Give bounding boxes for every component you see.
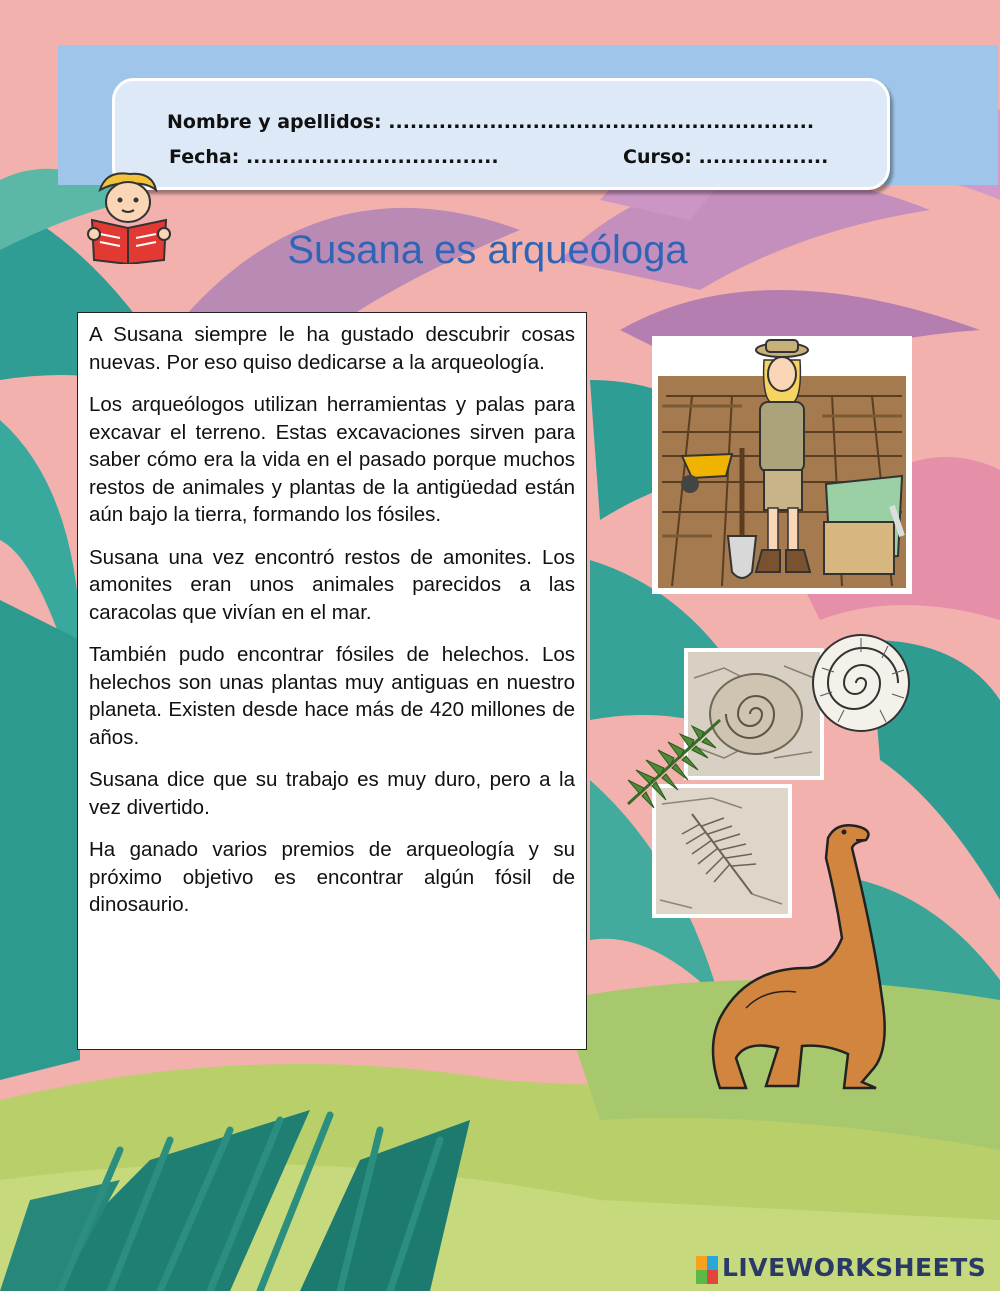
course-line (623, 146, 828, 168)
paragraph-5: Susana dice que su trabajo es muy duro, pero a la vez divertido. (89, 768, 575, 819)
brand-name: LIVEWORKSHEETS (722, 1253, 987, 1282)
student-info-box (112, 78, 890, 190)
course-label: Curso: (623, 146, 692, 168)
paragraph-1: A Susana siempre le ha gustado descubrir cosas nuevas. Por eso quiso dedicarse a la arqueología. (89, 323, 575, 374)
page-title: Susana es arqueóloga (287, 228, 688, 272)
paragraph-6: Ha ganado varios premios de arqueología y su próximo objetivo es encontrar algún fósil de dinosaurio. (89, 838, 575, 916)
paragraph-2: Los arqueólogos utilizan herramientas y palas para excavar el terreno. Estas excavaciones sirven para saber cómo era la vida en el pasado porque muchos restos de animales y plantas de la antigüedad están aún bajo la tierra, formando los fósiles. (89, 393, 575, 526)
name-field[interactable]: ........................................................... (388, 111, 815, 133)
fern-leaf-icon (620, 712, 730, 812)
date-line (169, 146, 499, 168)
liveworksheets-logo-icon (696, 1256, 718, 1284)
name-line (167, 111, 814, 133)
ammonite-shell-icon (808, 630, 914, 736)
date-label: Fecha: (169, 146, 240, 168)
date-field[interactable]: ................................... (245, 146, 499, 168)
dinosaur-icon (706, 818, 902, 1094)
archaeologist-illustration (652, 336, 912, 594)
paragraph-4: También pudo encontrar fósiles de helechos. Los helechos son unas plantas muy antiguas en nuestro planeta. Existen desde hace más de 420 millones de años. (89, 643, 575, 749)
paragraph-3: Susana una vez encontró restos de amonites. Los amonites eran unos animales parecidos a las caracolas que vivían en el mar. (89, 545, 575, 624)
course-field[interactable]: .................. (698, 146, 829, 168)
reading-text-box (77, 312, 587, 1050)
name-label: Nombre y apellidos: (167, 111, 382, 133)
